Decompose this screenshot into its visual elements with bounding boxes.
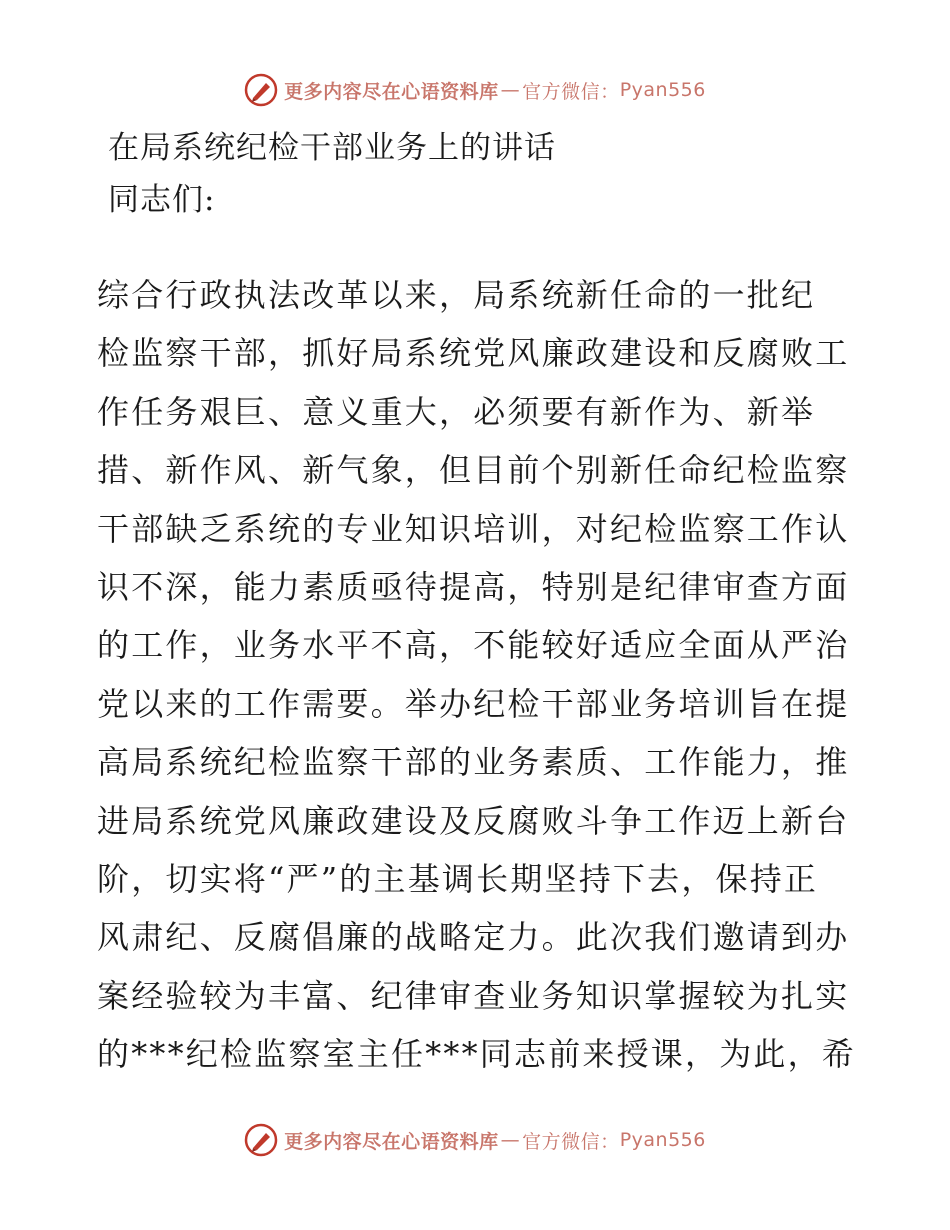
body-line: 党以来的工作需要。举办纪检干部业务培训旨在提	[97, 684, 850, 723]
salutation: 同志们:	[108, 182, 216, 218]
watermark-label: 官方微信：	[522, 1130, 620, 1153]
body-line: 的***纪检监察室主任***同志前来授课，为此，希	[97, 1035, 857, 1074]
body-line: 进局系统党风廉政建设及反腐败斗争工作迈上新台	[97, 801, 850, 840]
body-line: 作任务艰巨、意义重大，必须要有新作为、新举	[97, 392, 816, 431]
body-line: 阶，切实将“严”的主基调长期坚持下去，保持正	[97, 859, 819, 898]
watermark-dash: —	[500, 1129, 521, 1151]
watermark-brand: 更多内容尽在心语资料库	[284, 80, 499, 103]
header-watermark	[0, 70, 950, 110]
pen-logo-icon	[244, 73, 278, 107]
body-line: 风肃纪、反腐倡廉的战略定力。此次我们邀请到办	[97, 918, 850, 957]
watermark-label: 官方微信：	[522, 80, 620, 103]
body-paragraph	[97, 266, 857, 1083]
watermark-dash: —	[500, 79, 521, 101]
body-line: 综合行政执法改革以来，局系统新任命的一批纪	[97, 276, 816, 314]
body-line: 高局系统纪检监察干部的业务素质、工作能力，推	[97, 743, 850, 782]
watermark-account: Pyan556	[619, 79, 706, 101]
watermark-account: Pyan556	[619, 1129, 706, 1151]
pen-logo-icon	[244, 1123, 278, 1157]
document-title: 在局系统纪检干部业务上的讲话	[108, 130, 556, 166]
body-line: 的工作，业务水平不高，不能较好适应全面从严治	[97, 626, 850, 665]
body-line: 识不深，能力素质亟待提高，特别是纪律审查方面	[97, 567, 850, 606]
watermark-brand: 更多内容尽在心语资料库	[284, 1130, 499, 1153]
footer-watermark	[0, 1120, 950, 1160]
body-line: 措、新作风、新气象，但目前个别新任命纪检监察	[97, 451, 850, 490]
body-line: 案经验较为丰富、纪律审查业务知识掌握较为扎实	[97, 976, 850, 1015]
body-line: 检监察干部，抓好局系统党风廉政建设和反腐败工	[97, 334, 850, 373]
body-line: 干部缺乏系统的专业知识培训，对纪检监察工作认	[97, 509, 850, 548]
